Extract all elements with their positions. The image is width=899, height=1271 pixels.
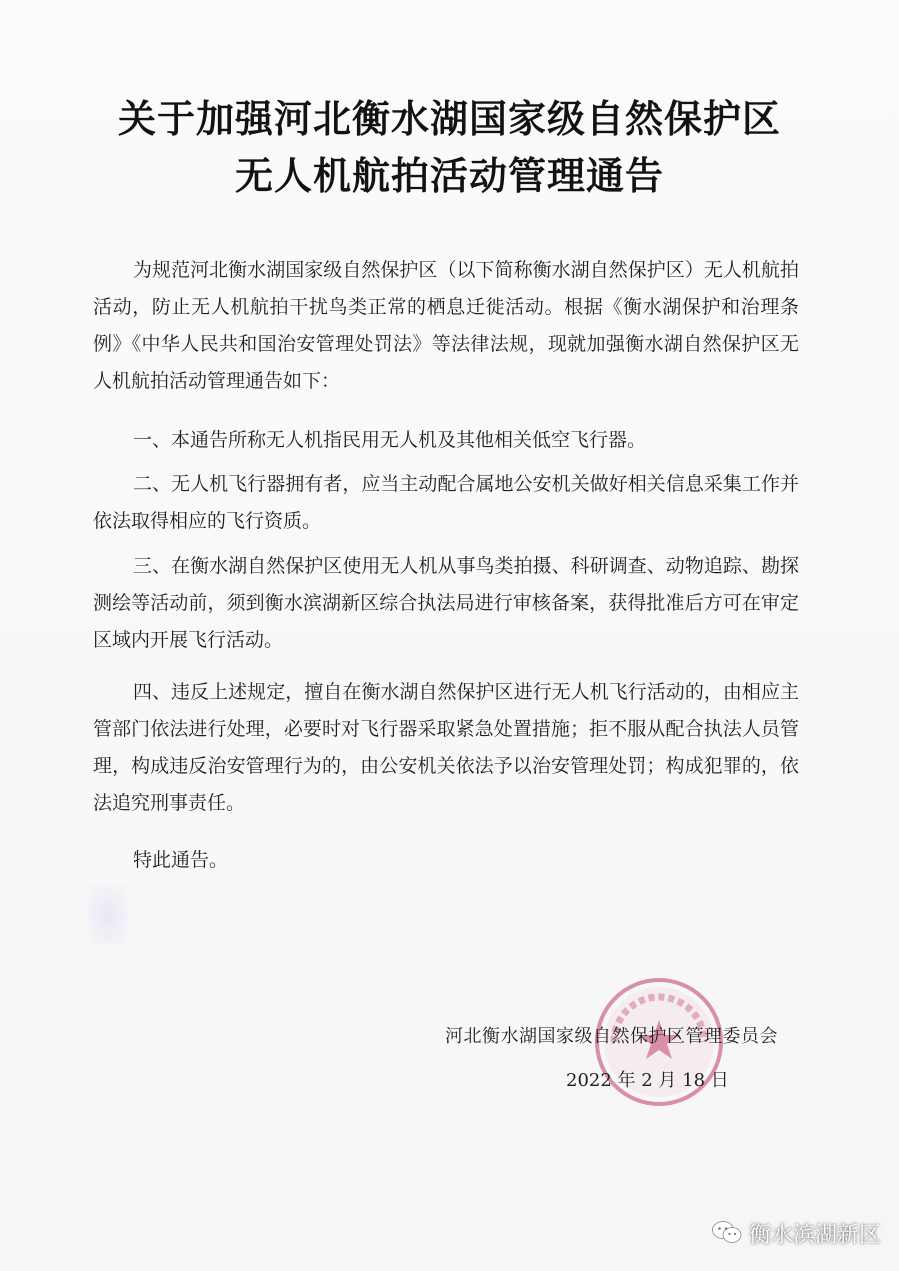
paragraph-clause-2: 二、无人机飞行器拥有者，应当主动配合属地公安机关做好相关信息采集工作并依法取得相应的飞行资质。: [93, 473, 799, 532]
wechat-icon: [711, 1220, 743, 1246]
paragraph-intro: 为规范河北衡水湖国家级自然保护区（以下简称衡水湖自然保护区）无人机航拍活动，防止无人机航拍干扰鸟类正常的栖息迁徙活动。根据《衡水湖保护和治理条例》《中华人民共和国治安管理处罚法》等法律法规，现就加强衡水湖自然保护区无人机航拍活动管理通告如下：: [93, 259, 799, 392]
intro-paragraph: [93, 252, 799, 400]
document-title-line2: 无人机航拍活动管理通告: [234, 154, 664, 198]
closing-remark: [93, 842, 799, 879]
clause-1: [93, 422, 799, 459]
signing-date: 2022 年 2 月 18 日: [566, 1070, 729, 1091]
wechat-watermark: [711, 1213, 881, 1253]
signer-organization: 河北衡水湖国家级自然保护区管理委员会: [445, 1026, 778, 1047]
paragraph-clause-3: 三、在衡水湖自然保护区使用无人机从事鸟类拍摄、科研调查、动物追踪、勘探测绘等活动前，须到衡水滨湖新区综合执法局进行审核备案，获得批准后方可在审定区域内开展飞行活动。: [93, 555, 799, 651]
paper-stain: [88, 885, 128, 945]
clause-4: [93, 674, 799, 822]
clause-2: [93, 466, 799, 540]
document-title-line1: 关于加强河北衡水湖国家级自然保护区: [117, 97, 781, 141]
paragraph-closing: 特此通告。: [133, 849, 229, 871]
paragraph-clause-1: 一、本通告所称无人机指民用无人机及其他相关低空飞行器。: [133, 429, 647, 451]
clause-3: [93, 548, 799, 659]
watermark-text: 衡水滨湖新区: [748, 1222, 881, 1248]
paragraph-clause-4: 四、违反上述规定，擅自在衡水湖自然保护区进行无人机飞行活动的，由相应主管部门依法进行处理，必要时对飞行器采取紧急处置措施；拒不服从配合执法人员管理，构成违反治安管理行为的，由公安机关依法予以治安管理处罚；构成犯罪的，依法追究刑事责任。: [93, 681, 799, 814]
